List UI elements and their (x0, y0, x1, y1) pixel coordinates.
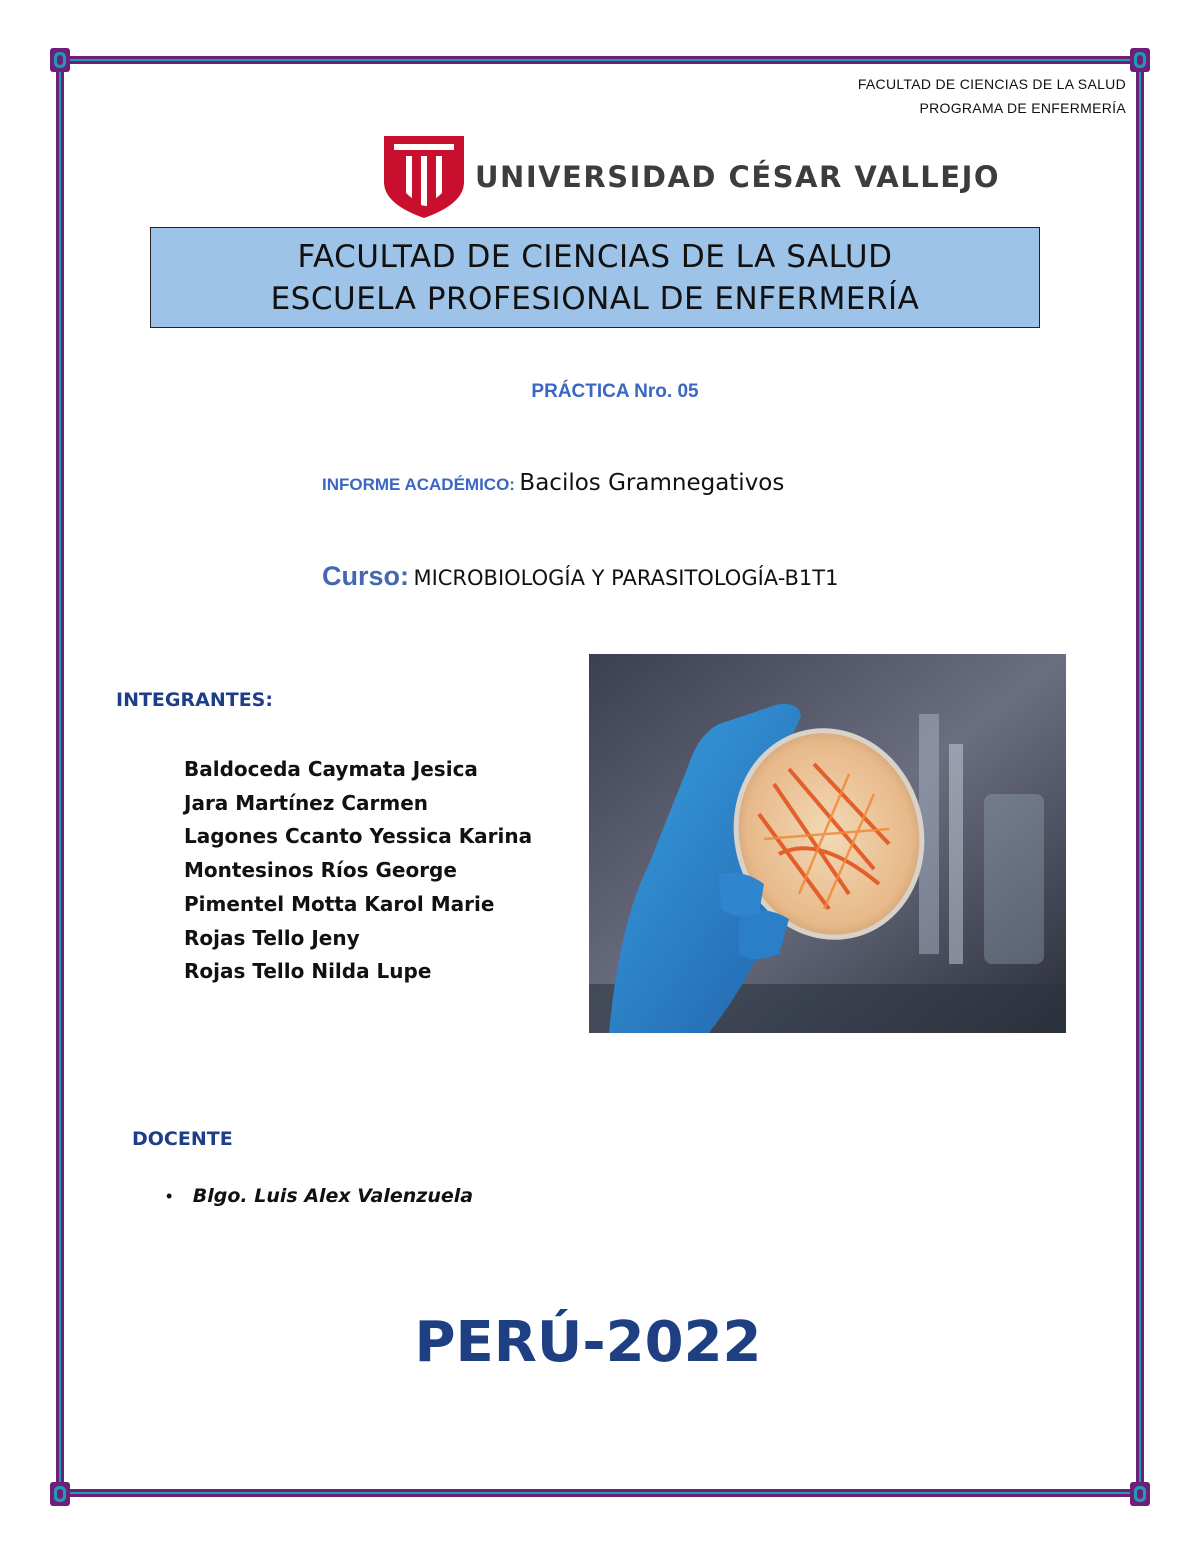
country-year: PERÚ-2022 (414, 1310, 762, 1375)
member-item: Rojas Tello Nilda Lupe (184, 959, 432, 984)
course-row (322, 561, 838, 592)
member-item: Rojas Tello Jeny (184, 925, 360, 950)
report-topic: Bacilos Gramnegativos (519, 470, 785, 496)
member-item: Pimentel Motta Karol Marie (184, 891, 495, 916)
school-title: ESCUELA PROFESIONAL DE ENFERMERÍA (270, 280, 920, 317)
university-name: UNIVERSIDAD CÉSAR VALLEJO (475, 160, 1001, 194)
petri-dish-photo (589, 654, 1066, 1033)
header-faculty: FACULTAD DE CIENCIAS DE LA SALUD (857, 76, 1126, 92)
page-border-inner-left (59, 60, 61, 1494)
teacher-heading: DOCENTE (132, 1128, 233, 1150)
document-header (858, 72, 1126, 120)
page-border-inner-top (60, 59, 1140, 61)
course-label: Curso: (322, 561, 409, 591)
university-logo-icon (384, 136, 464, 218)
border-corner-ornament (49, 1481, 71, 1507)
report-title-row (322, 470, 784, 496)
course-name: MICROBIOLOGÍA Y PARASITOLOGÍA-B1T1 (413, 566, 839, 590)
teacher-name: Blgo. Luis Alex Valenzuela (192, 1185, 474, 1207)
member-item: Jara Martínez Carmen (184, 790, 429, 815)
border-corner-ornament (1129, 47, 1151, 73)
faculty-title-box (150, 227, 1040, 328)
member-item: Lagones Ccanto Yessica Karina (184, 824, 533, 849)
page-border-inner-bottom (60, 1492, 1140, 1494)
page-border-inner-right (1139, 60, 1141, 1494)
member-item: Montesinos Ríos George (184, 858, 457, 883)
member-item: Baldoceda Caymata Jesica (184, 757, 478, 781)
members-heading: INTEGRANTES: (116, 689, 273, 711)
faculty-title: FACULTAD DE CIENCIAS DE LA SALUD (297, 238, 893, 275)
members-list (184, 753, 532, 989)
border-corner-ornament (49, 47, 71, 73)
border-corner-ornament (1129, 1481, 1151, 1507)
teacher-row (166, 1185, 473, 1207)
header-program: PROGRAMA DE ENFERMERÍA (919, 100, 1126, 116)
practice-number: PRÁCTICA Nro. 05 (531, 381, 699, 402)
report-label: INFORME ACADÉMICO: (322, 475, 515, 494)
bullet-icon: • (166, 1186, 173, 1206)
